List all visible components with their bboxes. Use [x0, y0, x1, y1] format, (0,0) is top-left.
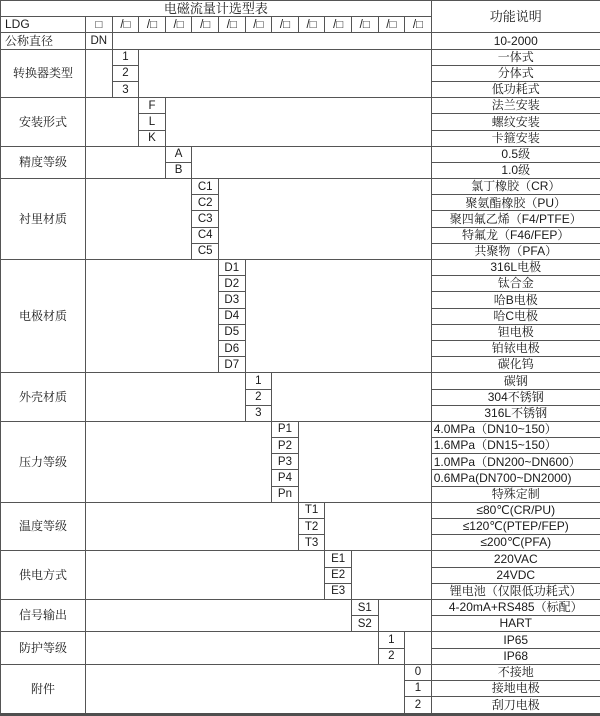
- category-label: 转换器类型: [1, 49, 86, 98]
- description-cell: 分体式: [431, 65, 600, 81]
- left-filler: [86, 49, 113, 98]
- code-cell: L: [139, 114, 166, 130]
- right-filler: [165, 98, 431, 147]
- right-filler: [325, 502, 431, 551]
- code-cell: 2: [405, 697, 432, 715]
- description-cell: ≤80℃(CR/PU): [431, 502, 600, 518]
- description-cell: 聚氨酯橡胶（PU）: [431, 195, 600, 211]
- code-cell: C3: [192, 211, 219, 227]
- description-cell: 钽电极: [431, 324, 600, 340]
- left-filler: [86, 421, 272, 502]
- category-label: 信号输出: [1, 599, 86, 631]
- category-label: 压力等级: [1, 421, 86, 502]
- model-slot-box: /□: [298, 17, 325, 33]
- description-cell: 法兰安装: [431, 98, 600, 114]
- left-filler: [86, 551, 325, 600]
- description-cell: 氯丁橡胶（CR）: [431, 179, 600, 195]
- right-filler: [272, 373, 432, 422]
- description-cell: 螺纹安装: [431, 114, 600, 130]
- description-cell: ≤200℃(PFA): [431, 535, 600, 551]
- code-cell: S2: [351, 616, 378, 632]
- description-cell: ≤120℃(PTEP/FEP): [431, 519, 600, 535]
- code-cell: D5: [218, 324, 245, 340]
- option-row: [1, 179, 600, 195]
- category-label: 外壳材质: [1, 373, 86, 422]
- left-filler: [86, 98, 139, 147]
- code-cell: 1: [245, 373, 272, 389]
- header-row: [1, 1, 600, 17]
- model-slot-box: /□: [378, 17, 405, 33]
- code-cell: T3: [298, 535, 325, 551]
- code-cell: B: [165, 162, 192, 178]
- code-cell: P1: [272, 421, 299, 437]
- left-filler: [86, 260, 219, 373]
- description-cell: 钛合金: [431, 276, 600, 292]
- description-cell: 4-20mA+RS485（标配）: [431, 599, 600, 615]
- code-cell: DN: [86, 33, 113, 49]
- description-cell: 哈C电极: [431, 308, 600, 324]
- code-cell: D2: [218, 276, 245, 292]
- left-filler: [86, 632, 379, 664]
- description-cell: 不接地: [431, 664, 600, 680]
- code-cell: D1: [218, 260, 245, 276]
- description-cell: 1.0级: [431, 162, 600, 178]
- code-cell: P4: [272, 470, 299, 486]
- option-row: [1, 502, 600, 518]
- right-filler: [378, 599, 431, 631]
- right-filler: [298, 421, 431, 502]
- description-cell: 304不锈钢: [431, 389, 600, 405]
- code-cell: P3: [272, 454, 299, 470]
- description-cell: 1.0MPa（DN200~DN600）: [431, 454, 600, 470]
- code-cell: D3: [218, 292, 245, 308]
- right-filler: [351, 551, 431, 600]
- code-cell: 3: [112, 81, 139, 97]
- description-cell: 1.6MPa（DN15~150）: [431, 438, 600, 454]
- code-cell: F: [139, 98, 166, 114]
- option-row: [1, 98, 600, 114]
- code-cell: 2: [112, 65, 139, 81]
- description-cell: 卡箍安装: [431, 130, 600, 146]
- model-slot-box: /□: [405, 17, 432, 33]
- option-row: [1, 599, 600, 615]
- option-row: [1, 373, 600, 389]
- description-cell: 316L电极: [431, 260, 600, 276]
- code-cell: D6: [218, 340, 245, 356]
- left-filler: [86, 664, 405, 714]
- description-cell: 24VDC: [431, 567, 600, 583]
- option-row: [1, 146, 600, 162]
- model-slot-box: /□: [139, 17, 166, 33]
- category-label: 安装形式: [1, 98, 86, 147]
- code-cell: C4: [192, 227, 219, 243]
- description-cell: 接地电极: [431, 680, 600, 696]
- left-filler: [86, 146, 166, 178]
- description-cell: 316L不锈钢: [431, 405, 600, 421]
- description-cell: HART: [431, 616, 600, 632]
- description-cell: 低功耗式: [431, 81, 600, 97]
- code-cell: E1: [325, 551, 352, 567]
- model-slot-box: /□: [192, 17, 219, 33]
- description-cell: 4.0MPa（DN10~150）: [431, 421, 600, 437]
- option-row: [1, 664, 600, 680]
- category-label: 公称直径: [1, 33, 86, 49]
- description-cell: 220VAC: [431, 551, 600, 567]
- code-cell: 2: [245, 389, 272, 405]
- code-cell: D7: [218, 357, 245, 373]
- model-slot-box: /□: [165, 17, 192, 33]
- description-cell: 0.6MPa(DN700~DN2000): [431, 470, 600, 486]
- option-row: [1, 632, 600, 648]
- code-cell: P2: [272, 438, 299, 454]
- description-cell: IP68: [431, 648, 600, 664]
- category-label: 防护等级: [1, 632, 86, 664]
- description-cell: 哈B电极: [431, 292, 600, 308]
- code-cell: C1: [192, 179, 219, 195]
- code-cell: C5: [192, 243, 219, 259]
- option-row: [1, 421, 600, 437]
- model-slot-box: /□: [272, 17, 299, 33]
- model-first-box: □: [86, 17, 113, 33]
- right-filler: [218, 179, 431, 260]
- code-cell: D4: [218, 308, 245, 324]
- code-cell: 2: [378, 648, 405, 664]
- category-label: 供电方式: [1, 551, 86, 600]
- code-cell: T1: [298, 502, 325, 518]
- code-cell: T2: [298, 519, 325, 535]
- right-filler: [192, 146, 431, 178]
- code-cell: A: [165, 146, 192, 162]
- code-cell: 0: [405, 664, 432, 680]
- model-slot-box: /□: [218, 17, 245, 33]
- code-cell: C2: [192, 195, 219, 211]
- category-label: 附件: [1, 664, 86, 714]
- option-row: [1, 33, 600, 49]
- code-cell: 1: [112, 49, 139, 65]
- option-row: [1, 260, 600, 276]
- description-cell: 10-2000: [431, 33, 600, 49]
- left-filler: [86, 599, 352, 631]
- model-slot-box: /□: [325, 17, 352, 33]
- description-cell: 碳化钨: [431, 357, 600, 373]
- model-slot-box: /□: [245, 17, 272, 33]
- left-filler: [86, 179, 192, 260]
- code-cell: 3: [245, 405, 272, 421]
- category-label: 精度等级: [1, 146, 86, 178]
- category-label: 衬里材质: [1, 179, 86, 260]
- code-cell: E3: [325, 583, 352, 599]
- description-cell: 碳钢: [431, 373, 600, 389]
- code-cell: 1: [405, 680, 432, 696]
- description-cell: 铂铱电极: [431, 340, 600, 356]
- code-cell: E2: [325, 567, 352, 583]
- left-filler: [86, 373, 246, 422]
- model-slot-box: /□: [112, 17, 139, 33]
- description-cell: IP65: [431, 632, 600, 648]
- option-row: [1, 49, 600, 65]
- model-prefix-label: LDG: [1, 17, 86, 33]
- category-label: 电极材质: [1, 260, 86, 373]
- right-filler: [139, 49, 432, 98]
- description-cell: 刮刀电极: [431, 697, 600, 715]
- right-filler: [405, 632, 432, 664]
- code-cell: K: [139, 130, 166, 146]
- description-cell: 锂电池（仅限低功耗式）: [431, 583, 600, 599]
- description-cell: 特殊定制: [431, 486, 600, 502]
- option-row: [1, 551, 600, 567]
- left-filler: [86, 502, 299, 551]
- description-cell: 共聚物（PFA）: [431, 243, 600, 259]
- function-column-header: 功能说明: [431, 1, 600, 33]
- code-cell: Pn: [272, 486, 299, 502]
- category-label: 温度等级: [1, 502, 86, 551]
- model-slot-box: /□: [351, 17, 378, 33]
- table-title: 电磁流量计选型表: [1, 1, 432, 17]
- description-cell: 聚四氟乙烯（F4/PTFE）: [431, 211, 600, 227]
- description-cell: 0.5级: [431, 146, 600, 162]
- code-cell: 1: [378, 632, 405, 648]
- code-cell: S1: [351, 599, 378, 615]
- right-filler: [245, 260, 431, 373]
- description-cell: 特氟龙（F46/FEP）: [431, 227, 600, 243]
- right-filler: [112, 33, 431, 49]
- description-cell: 一体式: [431, 49, 600, 65]
